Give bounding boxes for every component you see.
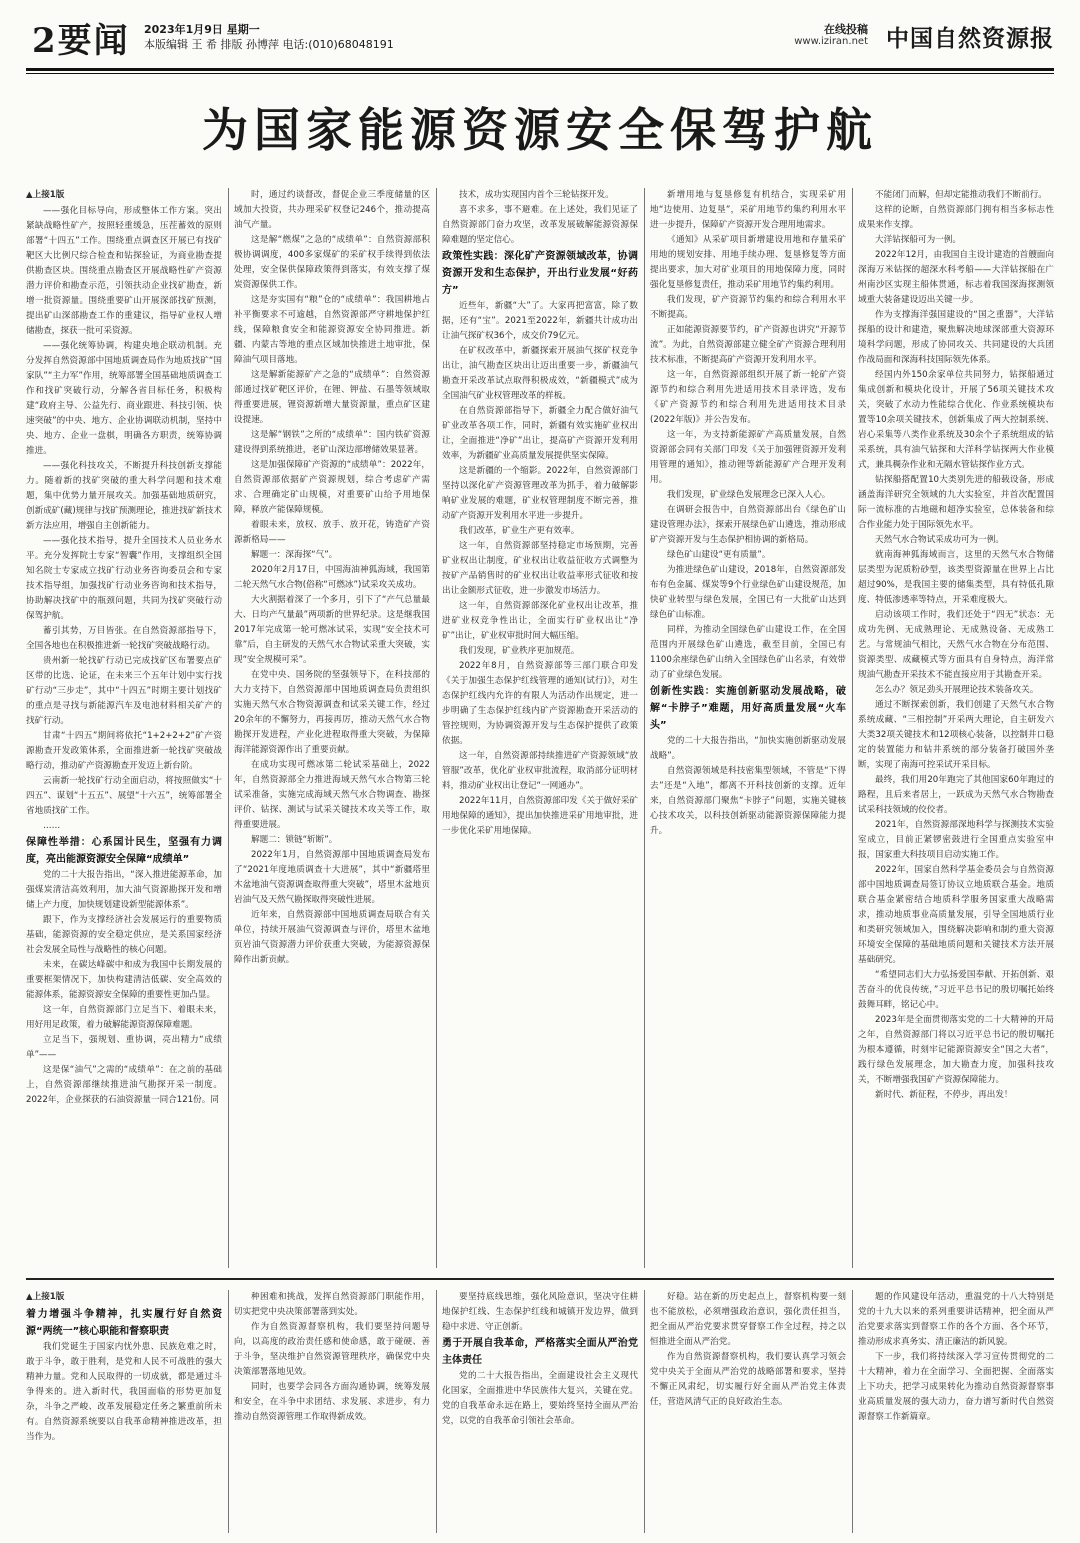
column-divider — [436, 1290, 437, 1533]
paragraph: 蓄引其势，万目皆张。在自然资源部指导下，全国各地也在积极推进新一轮找矿突破战略行动。 — [26, 626, 222, 651]
paragraph: 2022年1月，自然资源部中国地质调查局发布了“2021年度地质调查十大进展”，其中“新疆塔里木盆地油气资源调查取得重大突破”，塔里木盆地页岩油气及天然气勘探取得突破性进展。 — [234, 850, 430, 905]
article-column — [234, 188, 430, 1268]
subheading: 勇于开展自我革命，严格落实全面从严治党主体责任 — [442, 1338, 638, 1366]
paragraph: 不能闭门而解，但却定能推动我们不断前行。 — [875, 190, 1047, 200]
paragraph: 2022年8月，自然资源部等三部门联合印发《关于加强生态保护红线管理的通知(试行)》，对生态保护红线内允许的有限人为活动作出规定，进一步明确了生态保护红线内矿产资源勘查开采活动的管控规则，为协调资源开发与生态保护提供了政策依据。 — [442, 661, 638, 746]
paragraph: 未来，在碳达峰碳中和成为我国中长期发展的重要框架情况下，加快构建清洁低碳、安全高效的能源体系，能源资源安全保障的重要性更加凸显。 — [26, 960, 222, 1000]
paragraph: 技术，成功实现国内首个三轮钻探开发。 — [459, 190, 614, 200]
paragraph: 种困难和挑战，发挥自然资源部门职能作用，切实把党中央决策部署落到实处。 — [234, 1292, 430, 1317]
paragraph: 下一步，我们将持续深入学习宣传贯彻党的二十大精神，着力在全面学习、全面把握、全面落实上下功夫，把学习成果转化为推动自然资源督察事业高质量发展的强大动力，奋力谱写新时代自然资源督察工作新篇章。 — [858, 1352, 1054, 1422]
paragraph: 这是新疆的一个缩影。2022年，自然资源部门坚持以深化矿产资源管理改革为抓手，着力破解影响矿业发展的难题，矿业权管理制度不断完善，推动矿产资源开发利用水平进一步提升。 — [442, 466, 638, 521]
paragraph: 启动该项工作时，我们还处于“四无”状态：无成功先例、无成熟理论、无成熟设备、无成熟工艺。与常规油气相比，天然气水合物在分布范围、资源类型、成藏模式等方面具有自身特点，海洋常规油气勘查开采技术不能直接应用于其勘查开采。 — [858, 610, 1054, 680]
paragraph: 在调研会报告中，自然资源部出台《绿色矿山建设管理办法》，探索开展绿色矿山遴选，推动形成矿产资源开发与生态保护相协调的新格局。 — [650, 505, 846, 545]
issue-info — [144, 22, 394, 52]
subheading: 保障性举措：心系国计民生，坚强有力调度，亮出能源资源安全保障“成绩单” — [26, 837, 222, 865]
paragraph: 跟下，作为支撑经济社会发展运行的重要物质基础，能源资源的安全稳定供应，是关系国家经济社会发展全局性与战略性的核心问题。 — [26, 915, 222, 955]
paragraph: 天然气水合物试采成功可为一例。 — [875, 535, 1004, 545]
article-column — [650, 188, 846, 1268]
paragraph: …… — [43, 821, 61, 831]
article-column — [442, 1290, 638, 1533]
paragraph: 时，通过约谈督改，督促企业三季度储量的区域加大投资，共办理采矿权登记246个，推动提高油气产量。 — [234, 190, 430, 230]
paragraph: ——强化技术指导，提升全国技术人员业务水平。充分发挥院士专家“智囊”作用，支撑组织全国知名院士专家成立找矿行动业务咨询委员会和专家技术指导组，加强找矿行动业务咨询和技术指导，协助解决找矿中的瓶颈问题，共同为找矿突破行动保驾护航。 — [26, 536, 222, 621]
paragraph: 2022年12月，由我国自主设计建造的首艘面向深海万米钻探的超深水科考船——大洋钻探船在广州南沙区实现主船体贯通，标志着我国深海探测领域重大装备建设迈出关键一步。 — [858, 250, 1054, 305]
paragraph: 我们发现，矿业绿色发展理念已深入人心。 — [667, 490, 831, 500]
paragraph: 同时，也要学会同各方面沟通协调，统筹发展和安全，在斗争中求团结、求发展、求进步，有力推动自然资源管理工作取得新成效。 — [234, 1382, 430, 1422]
paragraph: ——强化统筹协调，构建央地企联动机制。充分发挥自然资源部中国地质调查局作为地质找矿“国家队”“主力军”作用，统筹部署全国基础地质调查工作和找矿突破行动，分解各省目标任务，积极构建“政府主导、公益先行、商业跟进、科技引领、快速突破”的中央、地方、企业协调联动机制，坚持中央、地方、企业一盘棋，明确各方职责，统筹协调推进。 — [26, 341, 222, 456]
column-divider — [228, 188, 229, 1268]
page-number: 2要闻 — [32, 21, 130, 61]
paragraph: 大洋钻探船可为一例。 — [875, 235, 961, 245]
paragraph: 作为支撑海洋强国建设的“国之重器”，大洋钻探船的设计和建造，聚焦解决地球深部重大资源环境科学问题，形成了协同攻关、共同建设的大兵团作战局面和深海科技国际领先体系。 — [858, 310, 1054, 365]
article-column — [858, 188, 1054, 1268]
article-column — [234, 1290, 430, 1533]
paragraph: 我们党诞生于国家内忧外患、民族危难之时，敢于斗争，敢于胜利，是党和人民不可战胜的强大精神力量。党和人民取得的一切成就，都是通过斗争得来的。进入新时代，我国面临的形势更加复杂，斗争之严峻、改革发展稳定任务之繁重前所未有。自然资源系统要以自我革命精神推进改革，担当作为。 — [26, 1342, 222, 1442]
column-divider — [644, 1290, 645, 1533]
paragraph: 最终，我们用20年跑完了其他国家60年跑过的路程，且后来者居上，一跃成为天然气水合物勘查试采科技领域的佼佼者。 — [858, 775, 1054, 815]
paragraph: 好稳。站在新的历史起点上，督察机构要一刻也不能放松，必须增强政治意识，强化责任担当，把全面从严治党要求贯穿督察工作全过程，持之以恒推进全面从严治党。 — [650, 1292, 846, 1347]
masthead — [26, 18, 1054, 68]
paragraph: 在成功实现可燃冰第二轮试采基础上，2022年，自然资源部全力推进海域天然气水合物第三轮试采准备，实施完成海域天然气水合物调查、勘探评价、钻探、测试与试采关键技术攻关等工作，取得重要进展。 — [234, 760, 430, 830]
issue-date: 2023年1月9日 星期一 — [144, 23, 260, 36]
paragraph: 就南海神狐海域而言，这里的天然气水合物储层类型为泥质粉砂型，该类型资源量在世界上占比超过90%，是我国主要的储集类型，具有特低孔隙度、特低渗透率等特点，开采难度极大。 — [858, 550, 1054, 605]
paragraph: 党的二十大报告指出，“加快实施创新驱动发展战略”。 — [650, 736, 846, 761]
paragraph: 喜不求多，事不避难。在上述处，我们见证了自然资源部门奋力攻坚，改革发展破解能源资源保障难题的坚定信心。 — [442, 205, 638, 245]
paragraph: 这是保“油气”之需的“成绩单”：在之前的基础上，自然资源部继续推进油气勘探开采一制度。2022年，企业探获的石油资源量一同合121份。同 — [26, 1065, 222, 1105]
column-divider — [228, 1290, 229, 1533]
paragraph: 新增用地与复垦修复有机结合，实现采矿用地“边使用、边复垦”，采矿用地节约集约利用水平进一步提升，保障矿产资源开发合理用地需求。 — [650, 190, 846, 230]
paragraph: 《通知》从采矿项目新增建设用地和存量采矿用地的规划安排、用地手续办理、复垦修复等方面提出要求，加大对矿业项目的用地保障力度，同时强化复垦修复责任，推动采矿用地节约集约利用。 — [650, 235, 846, 290]
paragraph: 这一年，自然资源部坚持稳定市场预期，完善矿业权出让制度，矿业权出让收益征收方式调整为按矿产品销售时的矿业权出让收益率形式征收和按出让金额形式征收，进一步激发市场活力。 — [442, 541, 638, 596]
header-rule-thin — [26, 73, 1054, 74]
column-divider — [436, 188, 437, 1268]
submit-link[interactable]: 在线投稿 — [824, 23, 868, 36]
paragraph: 我们改革，矿业生产更有效率。 — [459, 526, 580, 536]
editor-credits: 本版编辑 王 希 排版 孙博萍 电话:(010)68048191 — [144, 38, 394, 51]
article-column — [858, 1290, 1054, 1533]
paragraph: 2020年2月17日，中国海油神狐海域，我国第二轮天然气水合物(俗称“可燃冰”)试采攻关成功。 — [234, 565, 430, 590]
paragraph: 这一年，为支持新能源矿产高质量发展，自然资源部会同有关部门印发《关于加强锂资源开发利用管理的通知》，推动锂等新能源矿产合理开发利用。 — [650, 430, 846, 485]
paragraph: 2022年11月，自然资源部印发《关于做好采矿用地保障的通知》，提出加快推进采矿用地审批，进一步优化采矿用地保障。 — [442, 796, 638, 836]
paragraph: 作为自然资源督察机构，我们要坚持问题导向，以高度的政治责任感和使命感，敢于碰硬、善于斗争，坚决维护自然资源管理秩序，确保党中央决策部署落地见效。 — [234, 1322, 430, 1377]
paragraph: 这一年，自然资源部门立足当下、着眼未来，用好用足政策，着力破解能源资源保障难题。 — [26, 1005, 222, 1030]
paragraph: 这是解“燃煤”之急的“成绩单”：自然资源部积极协调调度，400多家煤矿的采矿权手续得到依法处理，安全保供保障政策得到落实，有效支撑了煤炭资源保供工作。 — [234, 235, 430, 290]
article-column — [26, 188, 222, 1268]
paragraph: 作为自然资源督察机构，我们要认真学习领会党中央关于全面从严治党的战略部署和要求，坚持不懈正风肃纪，切实履行好全面从严治党主体责任，营造风清气正的良好政治生态。 — [650, 1352, 846, 1407]
paragraph: 为推进绿色矿山建设，2018年，自然资源部发布有色金属、煤炭等9个行业绿色矿山建设规范，加快矿业转型与绿色发展，全国已有一大批矿山达到绿色矿山标准。 — [650, 565, 846, 620]
paragraph: 解题一：深海探“气”。 — [251, 550, 338, 560]
paragraph: 经国内外150余家单位共同努力，钻探船通过集成创新和模块化设计，开展了56项关键技术攻关，突破了水动力性能综合优化、作业系统模块布置等10余项关键技术，创新集成了两大控制系统、岩心采集等八类作业系统及30余个子系统组成的钻采系统，具有油气钻探和大洋科学钻探两大作业模式，兼具稠杂作业和无隔水管钻探作业方式。 — [858, 370, 1054, 470]
paragraph: 解题二：锁链“斩断”。 — [251, 835, 338, 845]
paragraph: 着眼未来，放权、放手、放开花，铸造矿产资源新格局—— — [234, 520, 430, 545]
bottom-article — [26, 1290, 1054, 1533]
column-divider — [852, 188, 853, 1268]
paragraph: “希望同志们大力弘扬爱国奉献、开拓创新、艰苦奋斗的优良传统，”习近平总书记的殷切嘱托始终鼓舞耳畔，铭记心中。 — [858, 970, 1054, 1010]
continued-marker: ▲上接1版 — [26, 1292, 65, 1302]
paragraph: 这是解新能源矿产之急的“成绩单”：自然资源部通过找矿靶区评价，在锂、钾盐、石墨等领域取得重要进展，锂资源新增大量资源量，重点矿区建设提速。 — [234, 370, 430, 425]
paragraph: 要坚持底线思维，强化风险意识，坚决守住耕地保护红线、生态保护红线和城镇开发边界，做到稳中求进、守正创新。 — [442, 1292, 638, 1332]
article-column — [26, 1290, 222, 1533]
paragraph: 这样的论断，自然资源部门拥有相当多标志性成果来作支撑。 — [858, 205, 1054, 230]
paragraph: 正如能源资源要节约，矿产资源也讲究“开源节流”。为此，自然资源部建立健全矿产资源合理利用技术标准，不断提高矿产资源开发利用水平。 — [650, 325, 846, 365]
article-column — [650, 1290, 846, 1533]
site-url[interactable]: www.iziran.net — [794, 36, 868, 47]
paragraph: 绿色矿山建设“更有质量”。 — [667, 550, 771, 560]
subheading: 着力增强斗争精神，扎实履行好自然资源“两统一”核心职能和督察职责 — [26, 1309, 222, 1337]
paragraph: 这一年，自然资源部持续推进矿产资源领域“放管服”改革，优化矿业权审批流程，取消部分证明材料，推动矿业权出让登记“一网通办”。 — [442, 751, 638, 791]
paragraph: 2022年，国家自然科学基金委员会与自然资源部中国地质调查局签订协议立地质联合基金。地质联合基金紧密结合地质科学服务国家重大战略需求，推动地质事业高质量发展，引导全国地质行业和类研究领域加入，围绕解决影响和制约重大资源环境安全保障的基础地质问题和关键技术方法开展基础研究。 — [858, 865, 1054, 965]
paragraph: 大火割据着深了一个多月，引下了“产气总量最大、日均产气量最”两项新的世界纪录。这是继我国2017年完成第一轮可燃冰试采，实现“安全技术可靠”后，自主研发的天然气水合物试采重大突破，实现“安全规模可采”。 — [234, 595, 430, 665]
article-column — [442, 188, 638, 1268]
top-article — [26, 188, 1054, 1268]
paragraph: 这是夯实国有“粮”仓的“成绩单”：我国耕地占补平衡要求不可逾越，自然资源部严守耕地保护红线，保障粮食安全和能源资源安全协同推进。新疆、内蒙古等地的重点区域加快推进土地审批，保障油气项目落地。 — [234, 295, 430, 365]
paragraph: 党的二十大报告指出，全面建设社会主义现代化国家，全面推进中华民族伟大复兴，关键在党。党的自我革命永远在路上，要始终坚持全面从严治党，以党的自我革命引领社会革命。 — [442, 1371, 638, 1426]
paragraph: 通过不断探索创新，我们创建了天然气水合物系统成藏、“三相控制”开采两大理论，自主研发六大类32项关键技术和12项核心装备，以控制井口稳定的装置能力和钻井系统的部分装备打破国外垄断，实现了南海可控采试开采目标。 — [858, 700, 1054, 770]
paragraph: 我们发现，矿产资源节约集约和综合利用水平不断提高。 — [650, 295, 846, 320]
paragraph: 题的作风建设年活动，重温党的十八大特别是党的十九大以来的系列重要讲话精神，把全面从严治党要求落实到督察工作的各个方面、各个环节，推动形成求真务实、清正廉洁的新风貌。 — [858, 1292, 1054, 1347]
paragraph: 这是加强保障矿产资源的“成绩单”：2022年，自然资源部依据矿产资源规划，综合考虑矿产需求、合理确定矿山规模，对重要矿山给予用地保障，释放产能保障规模。 — [234, 460, 430, 515]
main-headline: 为国家能源资源安全保驾护航 — [202, 103, 878, 157]
paragraph: 贵州新一轮找矿行动已完成找矿区布署要点矿区带的比选、论证，在未来三个五年计划中实行找矿行动“三步走”，其中“十四五”时期主要计划找矿的重点是寻找与新能源汽车及电池材料相关矿产的找矿行动。 — [26, 656, 222, 726]
paragraph: 怎么办？领足劲头开展理论技术装备攻关。 — [875, 685, 1039, 695]
paragraph: 自然资源领域是科技密集型领域，不管是“下得去”还是“入地”，都离不开科技创新的支撑。近年来，自然资源部门聚焦“卡脖子”问题，实施关键核心技术攻关，以科技创新驱动能源资源保障能力提升。 — [650, 766, 846, 836]
newspaper-name: 中国自然资源报 — [886, 25, 1054, 52]
paragraph: 近年来，自然资源部中国地质调查局联合有关单位，持续开展油气资源调查与评价，塔里木盆地页岩油气资源潜力评价获重大突破，为能源资源保障作出新贡献。 — [234, 910, 430, 965]
subheading: 创新性实践：实施创新驱动发展战略，破解“卡脖子”难题，用好高质量发展“火车头” — [650, 686, 846, 731]
column-divider — [852, 1290, 853, 1533]
paragraph: 这一年，自然资源部深化矿业权出让改革，推进矿业权竞争性出让，全面实行矿业权出让“净矿”出让，矿业权审批时间大幅压缩。 — [442, 601, 638, 641]
subheading: 政策性实践：深化矿产资源领域改革，协调资源开发和生态保护，开出行业发展“好药方” — [442, 251, 638, 296]
paragraph: 甘肃“十四五”期间将依托“1+2+2+2”矿产资源勘查开发政策体系，全面推进新一轮找矿突破战略行动，推动矿产资源勘查开发迈上新台阶。 — [26, 731, 222, 771]
paragraph: 云南新一轮找矿行动全面启动，将按照做实“十四五”、谋划“十五五”、展望“十六五”，统筹部署全省地质找矿工作。 — [26, 776, 222, 816]
paragraph: ——强化目标导向，形成整体工作方案。突出紧缺战略性矿产，按照轻重缓急，压茬蓄效的原则部署“十四五”工作。围绕重点调查区开展已有找矿靶区大比例尺综合检查和钻探验证，为商业勘查提供勘查区块。围绕重点勘查区开展战略性矿产资源潜力评价和勘查示范，引领扶动企业找矿勘查，新增一批资源量。围绕重要矿山开展深部找矿预测，提出矿山深部勘查工作的重建议，指导矿业权人增储勘查，探获一批可采资源。 — [26, 206, 222, 336]
paragraph: 这一年，自然资源部组织开展了新一轮矿产资源节约和综合利用先进适用技术目录评选，发布《矿产资源节约和综合利用先进适用技术目录(2022年版)》并公告发布。 — [650, 370, 846, 425]
paragraph: 近些年，新疆“大”了。大家再把富富，除了数据，还有“宝”。2021至2022年，新疆共计成功出让油气探矿权36个，成交价79亿元。 — [442, 301, 638, 341]
paragraph: 这是解“钢铁”之所的“成绩单”：国内铁矿资源建设得到系统推进，老矿山深边部增储效果显著。 — [234, 430, 430, 455]
paragraph: 立足当下，强规划、重协调，亮出精力“成绩单”—— — [26, 1035, 222, 1060]
section-separator — [26, 1278, 1054, 1280]
paragraph: 在矿权改革中，新疆探索开展油气探矿权竞争出让，油气勘查区块出让迈出重要一步，新疆油气勘查开采改革试点取得积极成效，“新疆模式”成为全国油气矿业权管理改革的样板。 — [442, 346, 638, 401]
paragraph: 2023年是全面贯彻落实党的二十大精神的开局之年，自然资源部门将以习近平总书记的殷切嘱托为根本遵循，时刻牢记能源资源安全“国之大者”，践行绿色发展理念，加大勘查力度，加强科技攻关，不断增强我国矿产资源保障能力。 — [858, 1015, 1054, 1085]
paragraph: 在党中央、国务院的坚强领导下，在科技部的大力支持下，自然资源部中国地质调查局负责组织实施天然气水合物资源调查和试采关键工作，经过20余年的不懈努力，再接再厉，推动天然气水合物勘探开发进程，产业化进程取得重大突破，为保障海洋能源资源作出了重要贡献。 — [234, 670, 430, 755]
paragraph: 同样，为推动全国绿色矿山建设工作，在全国范围内开展绿色矿山遴选，截至目前，全国已有1100余座绿色矿山纳入全国绿色矿山名录，有效带动了矿业绿色发展。 — [650, 625, 846, 680]
paragraph: 党的二十大报告指出，“深入推进能源革命，加强煤炭清洁高效利用，加大油气资源勘探开发和增储上产力度，加快规划建设新型能源体系”。 — [26, 870, 222, 910]
continued-marker: ▲上接1版 — [26, 190, 65, 200]
paragraph: 我们发现，矿业秩序更加规范。 — [459, 646, 580, 656]
paragraph: 2021年，自然资源部深地科学与探测技术实验室成立，目前正紧锣密鼓进行全国重点实验室申报，国家重大科技项目启动实施工作。 — [858, 820, 1054, 860]
header-rule — [26, 68, 1054, 71]
paragraph: 新时代、新征程，不停步，再出发！ — [875, 1090, 1013, 1100]
paragraph: 在自然资源部指导下，新疆全力配合做好油气矿业改革各项工作，同时，新疆有效实施矿业权出让，全面推进“净矿”出让，提高矿产资源开发利用效率，为新疆矿业高质量发展提供坚实保障。 — [442, 406, 638, 461]
paragraph: 钻探船搭配置10大类别先进的船载设备，形成涵盖海洋研究全领域的九大实验室，并首次配置国际一流标准的古地磁和超净实验室，总体装备和综合作业能力处于国际领先水平。 — [858, 475, 1054, 530]
column-divider — [644, 188, 645, 1268]
paragraph: ——强化科技攻关，不断提升科技创新支撑能力。随着新的找矿突破的重大科学问题和技术难题，集中优势力量开展攻关。加强基础地质研究，创新成矿(藏)规律与找矿预测理论，推进找矿新技术新方法应用，增强自主创新能力。 — [26, 461, 222, 531]
